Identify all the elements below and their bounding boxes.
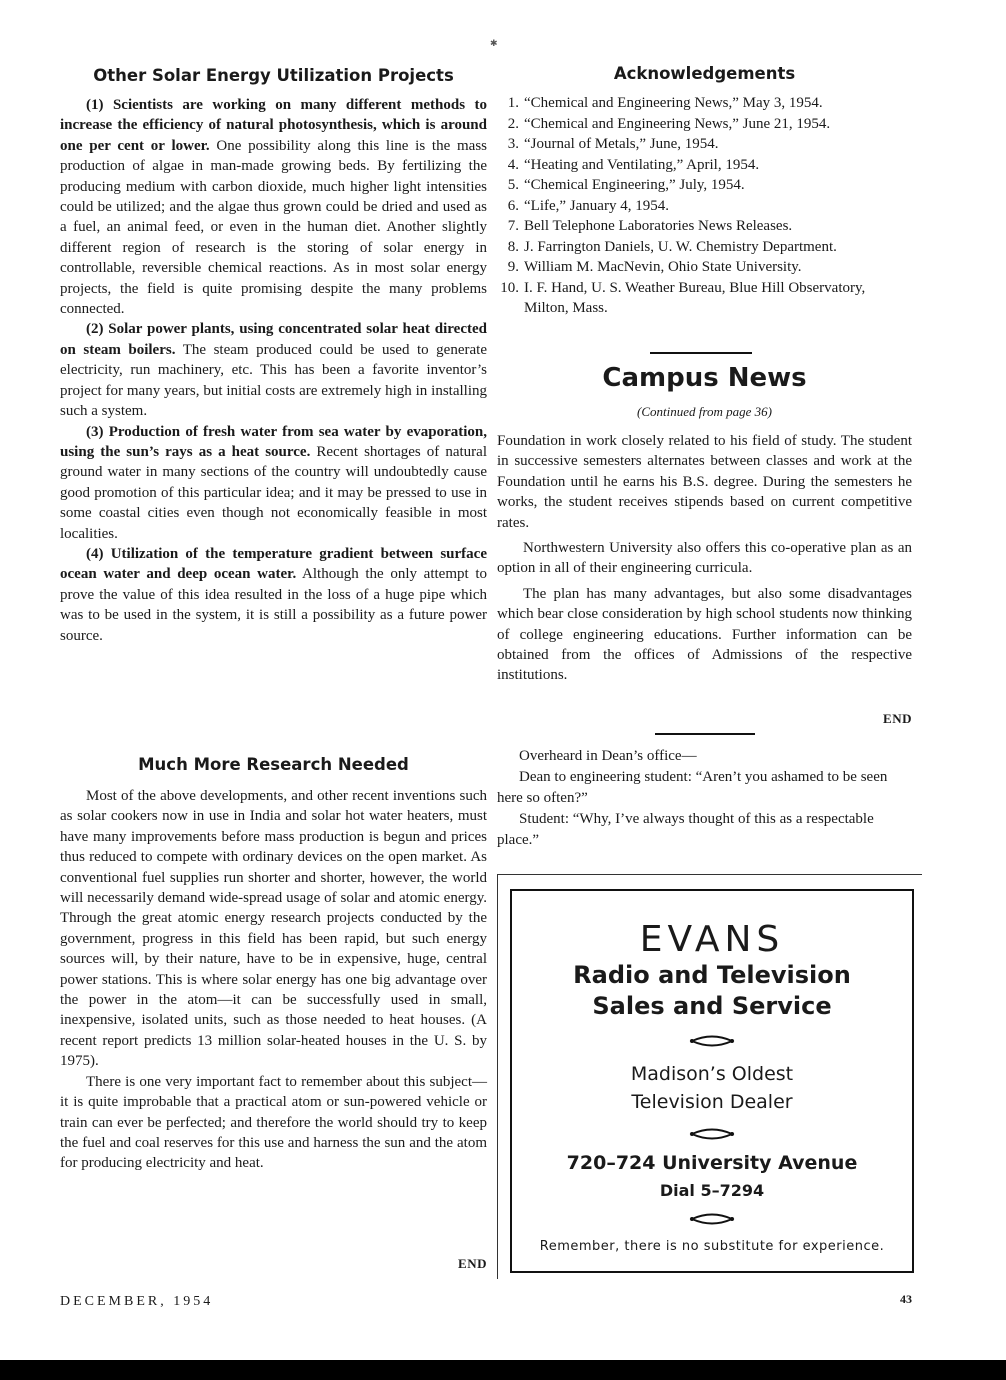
acknowledgements-heading: Acknowledgements: [613, 64, 796, 83]
ad-company-name: EVANS: [639, 919, 785, 960]
list-item: 6. “Life,” January 4, 1954.: [507, 197, 669, 214]
list-item: 10. I. F. Hand, U. S. Weather Bureau, Blue Hill Observatory, Milton, Mass.: [500, 279, 866, 316]
print-speck: ✱: [490, 38, 498, 48]
ad-slogan: Remember, there is no substitute for experience.: [539, 1239, 885, 1254]
joke-line-3: Student: “Why, I’ve always thought of this as a respectable place.”: [497, 811, 874, 848]
list-item: 7. Bell Telephone Laboratories News Releases.: [507, 218, 793, 234]
list-item: 8. J. Farrington Daniels, U. W. Chemistry Department.: [507, 238, 837, 255]
issue-date: DECEMBER, 1954: [60, 1294, 214, 1309]
scan-border: [0, 1360, 1006, 1380]
project-item-3: (3) Production of fresh water from sea water by evaporation, using the sun’s rays as a heat source. Recent shortages of natural ground water in many sections of the country will undoubtedly cause good promotion of this particular idea; and it may be pressed to use in some coastal cities even though not economically feasible in most localities.: [60, 423, 487, 542]
list-item: 2. “Chemical and Engineering News,” June 21, 1954.: [507, 115, 831, 132]
acknowledgements-list: [497, 93, 912, 319]
evans-advertisement: [510, 889, 914, 1273]
ad-tagline-1: Madison’s Oldest: [630, 1063, 794, 1085]
campus-end-mark: END: [883, 711, 912, 726]
divider-rule: [655, 733, 755, 735]
list-item: 5. “Chemical Engineering,” July, 1954.: [507, 177, 745, 193]
continued-note: (Continued from page 36): [637, 404, 772, 419]
solar-projects-body: [60, 95, 487, 646]
ornament-icon: [689, 1212, 735, 1226]
list-item: 4. “Heating and Ventilating,” April, 1954.: [507, 156, 760, 173]
ad-headline-1: Radio and Television: [573, 961, 851, 989]
campus-news-title: Campus News: [602, 363, 807, 393]
joke-block: [497, 746, 912, 851]
project-item-2: (2) Solar power plants, using concentrated solar heat directed on steam boilers. The steam produced could be used to generate electricity, run machinery, etc. This has been a favorite inventor’s project for many years, but initial costs are extremely high in installing such a system.: [60, 321, 487, 420]
divider-rule: [650, 352, 752, 354]
list-item: 9. William M. MacNevin, Ohio State University.: [507, 259, 802, 275]
campus-paragraph-3: The plan has many advantages, but also some disadvantages which bear close consideration by high school students now thinking of college engineering educations. Further information can be obtained from the offices of Admissions of the respective institutions.: [497, 585, 912, 684]
ornament-icon: [689, 1034, 735, 1048]
campus-news-body: [497, 431, 912, 686]
list-item: 3. “Journal of Metals,” June, 1954.: [507, 136, 719, 152]
section-heading-solar-projects: Other Solar Energy Utilization Projects: [93, 66, 454, 85]
research-paragraph-2: There is one very important fact to remember about this subject—it is quite improbable that a practical atom or sun-powered vehicle or train can ever be perfected; and therefore the world should try to keep the fuel and coal reserves for this use and harness the sun and the atom for producing electricity and heat.: [60, 1073, 487, 1172]
ad-tagline-2: Television Dealer: [631, 1091, 793, 1113]
list-item: 1. “Chemical and Engineering News,” May 3, 1954.: [507, 95, 823, 111]
project-item-1: (1) Scientists are working on many different methods to increase the efficiency of natural photosynthesis, which is around one per cent or lower. One possibility along this line is the mass production of algae in man-made growing beds. By fertilizing the producing medium with carbon dioxide, much higher light intensities could be utilized; and the algae thus grown could be dried and used as a fuel, an animal feed, or even in the human diet. Another slightly different region of research is the storing of solar energy in controllable, reversible chemical reactions. As in most solar energy projects, the field is quite promising despite the many problems connected.: [60, 97, 487, 318]
ad-phone: Dial 5–7294: [659, 1181, 765, 1200]
section-heading-research: Much More Research Needed: [138, 755, 409, 774]
joke-line-1: Overheard in Dean’s office—: [519, 748, 697, 764]
research-body: [60, 786, 487, 1174]
ad-address: 720–724 University Avenue: [566, 1152, 858, 1174]
article-end-mark: END: [458, 1256, 487, 1271]
research-paragraph-1: Most of the above developments, and other recent inventions such as solar cookers now in use in India and solar hot water heaters, must have many improvements before mass production is begun and prices thus reduced to compete with ordinary devices on the open market. As conventional fuel supplies run shorter and shorter, however, the world will necessarily demand wide-spread usage of solar and atomic energy. Through the great atomic energy research projects conducted by the government, progress in this field has been rapid, but such energy sources will, by their nature, have to be in expensive, huge, central power stations. This is where solar energy has one big advantage over the power in the atom—it can be successfully used in small, inexpensive, isolated units, such as those needed to heat houses. (A recent report predicts 13 million solar-heated houses in the U. S. by 1975).: [60, 788, 487, 1070]
ornament-icon: [689, 1127, 735, 1141]
ad-headline-2: Sales and Service: [592, 992, 832, 1020]
page-number: 43: [900, 1292, 912, 1306]
campus-paragraph-1: Foundation in work closely related to his field of study. The student in successive semesters alternates between classes and work at the Foundation until he earns his B.S. degree. During the semesters he works, the student receives stipends based on current competitive rates.: [497, 433, 912, 531]
campus-paragraph-2: Northwestern University also offers this co-operative plan as an option in all of their engineering curricula.: [497, 540, 912, 577]
project-item-4: (4) Utilization of the temperature gradient between surface ocean water and deep ocean water. Although the only attempt to prove the value of this idea resulted in the loss of a huge pipe which was to be used in the system, it is still a possibility as a future power source.: [60, 545, 487, 644]
joke-line-2: Dean to engineering student: “Aren’t you ashamed to be seen here so often?”: [497, 769, 888, 806]
